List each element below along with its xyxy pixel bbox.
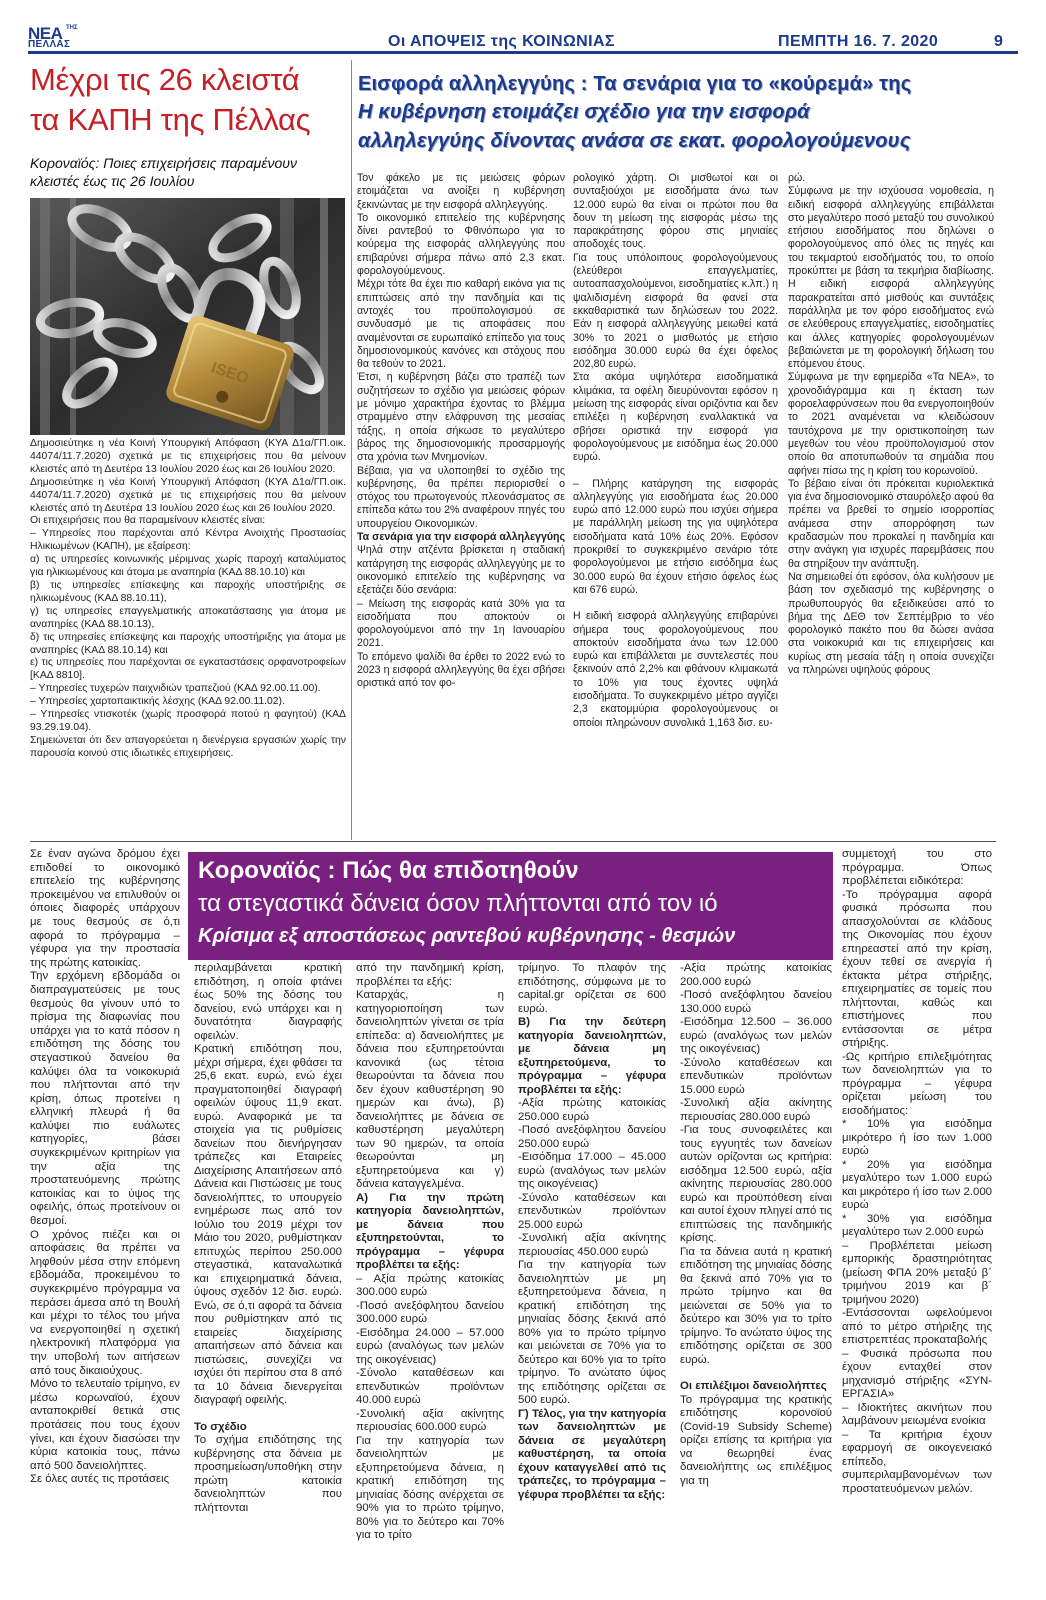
article2-paragraph: Σύμφωνα με την εφημερίδα «Τα ΝΕΑ», το χρονοδιάγραμμα και η έκταση των φοροελαφρύνσεων που θα ενεργοποιηθούν το 2021 αναμένεται να κλειδώσουν ταυτόχρονα με την οριστικοποίηση των μεγεθών του νέου προϋπολογισμού στον οποίο θα αποτυπωθούν τα σημάδια που αφήνει πίσω της η κρίση του κορωνοϊού. xyxy=(788,371,994,477)
article2-paragraph: Μέχρι τότε θα έχει πιο καθαρή εικόνα για τις επιπτώσεις από την πανδημία και τις αντοχές του προϋπολογισμού σε συνδυασμό με τις αποφάσεις που αναμένονται σε ευρωπαϊκό επίπεδο για τους δημοσιονομικούς κανόνες και στόχους που θα τεθούν το 2021. xyxy=(357,278,565,371)
article2-paragraph: Σύμφωνα με την ισχύουσα νομοθεσία, η ειδική εισφορά αλληλεγγύης επιβάλλεται στο μεγαλύτερο ποσό μεταξύ του συνολικού ετήσιου εισοδήματος που δηλώνει ο φορολογούμενος από όλες τις πηγές και του τεκμαρτού εισοδήματός του, το οποίο προκύπτει με βάση τα τεκμήρια διαβίωσης. Η ειδική εισφορά αλληλεγγύης παρακρατείται από μισθούς και συντάξεις παράλληλα με τον φόρο εισοδήματος ενώ σε ελεύθερους επαγγελματίες, εισοδηματίες και άλλες κατηγορίες φορολογουμένων βεβαιώνεται με τη φορολογική δήλωση του επόμενου έτους. xyxy=(788,185,994,371)
article3-banner-line3: Κρίσιμα εξ αποστάσεως ραντεβού κυβέρνησης - θεσμών xyxy=(198,925,736,947)
page-number: 9 xyxy=(994,33,1003,50)
article2-paragraph: Το οικονομικό επιτελείο της κυβέρνησης δίνει ραντεβού το Φθινόπωρο για το κούρεμα της εισφοράς αλληλεγγύης που επιβαρύνει σήμερα πάνω από 2,3 εκατ. φορολογούμενους. xyxy=(357,211,565,278)
article3-list-item: -Εισόδημα 12.500 – 36.000 ευρώ (αναλόγως των μελών της οικογένειας) xyxy=(680,1016,832,1055)
article3-paragraph: – Προβλέπεται μείωση εμπορικής δραστηριότητας (μείωση ΦΠΑ 20% μεταξύ β΄ τριμήνου 2019 και β΄ τριμήνου 2020) xyxy=(842,1239,992,1306)
article3-paragraph: Για την κατηγορία των δανειοληπτών με εξυπηρετούμενα δάνεια, η κρατική επιδότηση της μηνιαίας δόσης ανέρχεται σε 90% για το πρώτο τρίμηνο, 80% για το δεύτερο και 70% για το τρίτο xyxy=(356,1434,504,1541)
article3-right-column xyxy=(842,848,992,1496)
article2-headline-line1: Εισφορά αλληλεγγύης : Τα σενάρια για το «κούρεμά» της xyxy=(358,73,912,95)
article1-body xyxy=(30,438,346,761)
padlock-illustration xyxy=(30,198,345,435)
article3-list-item: -Συνολική αξία ακίνητης περιουσίας 280.000 ευρώ xyxy=(680,1097,832,1123)
article1-paragraph: – Υπηρεσίες ντισκοτέκ (χωρίς προσφορά ποτού η φαγητού) (ΚΑΔ 93.29.19.04). xyxy=(30,709,346,733)
article3-column-1 xyxy=(194,962,342,1515)
article2-paragraph: Ψηλά στην ατζέντα βρίσκεται η σταδιακή κατάργηση της εισφοράς αλληλεγγύης με το οικονομικό επιτελείο της κυβέρνησης να εξετάζει δύο σενάρια: xyxy=(357,544,565,597)
article3-paragraph: – Ιδιοκτήτες ακινήτων που λαμβάνουν μειωμένα ενοίκια xyxy=(842,1401,992,1427)
padlock-photo xyxy=(30,198,345,435)
article2-headline-line2: Η κυβέρνηση ετοιμάζει σχέδιο για την εισφορά xyxy=(358,101,810,123)
article1-paragraph: – Υπηρεσίες χαρτοπαικτικής λέσχης (ΚΑΔ 92.00.11.02). xyxy=(30,696,285,708)
article1-title-line2: τα ΚΑΠΗ της Πέλλας xyxy=(30,102,311,137)
article3-subhead: Γ) Τέλος, για την κατηγορία των δανειοληπτών με δάνεια σε μεγαλύτερη καθυστέρηση, τα οποία έχουν καταγγελθεί από τις τράπεζες, το πρόγραμμα – γέφυρα προβλέπει τα εξής: xyxy=(518,1407,666,1501)
article3-list-item: -Ποσό ανεξόφλητου δανείου 130.000 ευρώ xyxy=(680,989,832,1015)
article3-paragraph: Το σχήμα επιδότησης της κυβέρνησης στα δάνεια με προσημείωση/υποθήκη στην πρώτη κατοικία δανειοληπτών που πλήττονται xyxy=(194,1434,342,1514)
article3-list-item: -Σύνολο καταθέσεων και επενδυτικών προϊόντων 40.000 ευρώ xyxy=(356,1367,504,1406)
article3-list-item: -Συνολική αξία ακίνητης περιουσίας 600.000 ευρώ xyxy=(356,1407,504,1433)
article3-list-item: * 20% για εισόδημα μεγαλύτερο των 1.000 ευρώ και μικρότερο ή ίσο των 2.000 ευρώ xyxy=(842,1158,992,1211)
article2-paragraph: Τον φάκελο με τις μειώσεις φόρων ετοιμάζεται να ανοίξει η κυβέρνηση ξεκινώντας με την εισφορά αλληλεγγύης. xyxy=(357,172,565,211)
article3-paragraph: – Τα κριτήρια έχουν εφαρμογή σε οικογενειακό επίπεδο, συμπεριλαμβανομένων των προστατευόμενων μελών. xyxy=(842,1428,992,1495)
article2-paragraph: Το βέβαιο είναι ότι πρόκειται κυριολεκτικά για ένα δημοσιονομικό σταυρόλεξο αφού θα πρέπει να βρεθεί το σημείο ισορροπίας ανάμεσα στην απορρόφηση των κραδασμών που προκαλεί η πανδημία και στην ανάγκη για ισχυρές παρεμβάσεις που θα στηρίξουν την ανάπτυξη. xyxy=(788,477,994,570)
section-divider xyxy=(30,841,996,842)
logo-line1: ΝΕΑ xyxy=(28,24,63,43)
logo-line2: ΠΕΛΛΑΣ xyxy=(28,39,71,50)
article1-paragraph: Δημοσιεύτηκε η νέα Κοινή Υπουργική Απόφαση (ΚΥΑ Δ1α/ΓΠ.οικ. 44074/11.7.2020) σχετικά με τις επιχειρήσεις που θα μείνουν κλειστές από τη Δευτέρα 13 Ιουλίου 2020 έως και 26 Ιουλίου 2020. xyxy=(30,438,346,475)
article3-paragraph: τρίμηνο. Το πλαφόν της επιδότησης, σύμφωνα με το capital.gr ορίζεται σε 600 ευρώ. xyxy=(518,962,666,1015)
article3-banner xyxy=(188,852,833,960)
article3-list-item: -Αξία πρώτης κατοικίας 250.000 ευρώ xyxy=(518,1097,666,1123)
article3-paragraph: Για την κατηγορία των δανειοληπτών με μη εξυπηρετούμενα δάνεια, η κρατική επιδότηση της μηνιαίας δόσης ξεκινά από 80% για το πρώτο τρίμηνο και μειώνεται σε 70% για το δεύτερο και 60% για το τρίτο τρίμηνο. Το ανώτατο ύψος της επιδότησης ορίζεται σε 500 ευρώ. xyxy=(518,1259,666,1406)
article2-paragraph: Για τους υπόλοιπους φορολογούμενους (ελεύθεροι επαγγελματίες, αυτοαπασχολούμενοι, εισοδηματίες κ.λπ.) η ψαλιδισμένη εισφορά θα φανεί στα εκκαθαριστικά των δηλώσεων του 2022. Εάν η εισφορά αλληλεγγύης μειωθεί κατά 30% το 2021 ο μισθωτός με ετήσιο εισόδημα 30.000 ευρώ θα έχει όφελος 202,80 ευρώ. xyxy=(573,251,778,371)
article3-paragraph: Το πρόγραμμα της κρατικής επιδότησης κορονοϊού (Covid-19 Subsidy Scheme) ορίζει επίσης τα κριτήρια για να θεωρηθεί ένας δανειολήπτης ως επιλέξιμος για τη xyxy=(680,1393,832,1487)
article3-paragraph: Κρατική επιδότηση που, μέχρι σήμερα, έχει φθάσει τα 25,6 εκατ. ευρώ, ενώ έχει πραγματοποιηθεί διαγραφή οφειλών ύψους 11,9 εκατ. ευρώ. Αναφορικά με τα στοιχεία για τις ρυθμίσεις δανείων που διενήργησαν τράπεζες και Εταιρείες Διαχείρισης Απαιτήσεων από Δάνεια και Πιστώσεις με τους δανειολήπτες, το υπουργείο ενημέρωσε πως από τον Ιούλιο του 2019 μέχρι τον Μάιο του 2020, ρυθμίστηκαν επιτυχώς περίπου 250.000 στεγαστικά, καταναλωτικά και επιχειρηματικά δάνεια, ύψους σχεδόν 12 δισ. ευρώ. Ενώ, σε ό,τι αφορά τα δάνεια που ρυθμίστηκαν από τις εταιρείες διαχείρισης απαιτήσεων από δάνεια και πιστώσεις, συνεχίζει να ισχύει ότι περίπου στα 8 από τα 10 δάνεια διενεργείται διαγραφή οφειλής. xyxy=(194,1043,342,1406)
article2-paragraph: Βέβαια, για να υλοποιηθεί το σχέδιο της κυβέρνησης, θα πρέπει περιορισθεί ο στόχος του πρωτογενούς πλεονάσματος σε επίπεδα κάτω του 2% αναφέρουν πηγές του υπουργείου Οικονομικών. xyxy=(357,464,565,530)
article3-list-item: -Συνολική αξία ακίνητης περιουσίας 450.000 ευρώ xyxy=(518,1232,666,1258)
issue-date: ΠΕΜΠΤΗ 16. 7. 2020 xyxy=(778,33,939,50)
article3-paragraph: Σε έναν αγώνα δρόμου έχει επιδοθεί το οικονομικό επιτελείο της κυβέρνησης προκειμένου να επιλυθούν οι όποιες διαφορές υπάρχουν με τους θεσμούς σε ό,τι αφορά το πρόγραμμα – γέφυρα για την προστασία της πρώτης κατοικίας. xyxy=(30,848,180,969)
article2-paragraph: Το επόμενο ψαλίδι θα έρθει το 2022 ενώ το 2023 η εισφορά αλληλεγγύης θα έχει σβήσει οριστικά από τον φο- xyxy=(357,650,565,690)
article3-column-2 xyxy=(356,962,504,1543)
article3-list-item: * 30% για εισόδημα μεγαλύτερο των 2.000 ευρώ xyxy=(842,1212,992,1238)
article1-paragraph: Οι επιχειρήσεις που θα παραμείνουν κλειστές είναι: xyxy=(30,515,266,527)
padlock-brand: ISEO xyxy=(209,359,251,388)
article3-list-item: -Ποσό ανεξόφλητου δανείου 250.000 ευρώ xyxy=(518,1124,666,1150)
article3-paragraph: περιλαμβάνεται κρατική επιδότηση, η οποία φτάνει έως 50% της δόσης του δανείου, ενώ υπάρχει και η δυνατότητα διαγραφής οφειλών. xyxy=(194,962,342,1042)
article3-paragraph: Καταρχάς, η κατηγοριοποίηση των δανειοληπτών γίνεται σε τρία επίπεδα: α) δανειολήπτες με δάνεια που εξυπηρετούνται κανονικά (ως τέτοια θεωρούνται τα δάνεια που δεν έχουν καθυστέρηση 90 ημερών και άνω), β) δανειολήπτες με δάνεια σε καθυστέρηση μεγαλύτερη των 90 ημερών, τα οποία θεωρούνται μη εξυπηρετούμενα και γ) δάνεια καταγγελμένα. xyxy=(356,989,504,1190)
newspaper-logo xyxy=(28,24,84,52)
article3-paragraph: Σε όλες αυτές τις προτάσεις xyxy=(30,1473,170,1486)
article1-paragraph: Σημειώνεται ότι δεν απαγορεύεται η διενέργεια εργασιών χωρίς την παρουσία κοινού στις ιδιωτικές επιχειρήσεις. xyxy=(30,734,346,759)
article3-list-item: -Σύνολο καταθέσεων και επενδυτικών προϊόντων 15.000 ευρώ xyxy=(680,1056,832,1096)
article3-list-item: – Αξία πρώτης κατοικίας 300.000 ευρώ xyxy=(356,1272,504,1298)
article2-paragraph: Έτσι, η κυβέρνηση βάζει στο τραπέζι των συζητήσεων το σχέδιο για μειώσεις φόρων με μόνιμο χαρακτήρα έχοντας το βλέμμα στραμμένο στην ελάφρυνση της μεσαίας τάξης, η οποία σήκωσε το μεγαλύτερο βάρος της δημοσιονομικής προσαρμογής στα χρόνια των Μνημονίων. xyxy=(357,371,565,464)
article3-list-item: -Σύνολο καταθέσεων και επενδυτικών προϊόντων 25.000 ευρώ xyxy=(518,1191,666,1231)
section-title: Οι ΑΠΟΨΕΙΣ της ΚΟΙΝΩΝΙΑΣ xyxy=(388,33,615,50)
article3-paragraph: -Το πρόγραμμα αφορά φυσικά πρόσωπα που απασχολούνται σε κλάδους της Οικονομίας που έχουν επηρεαστεί από την κρίση, έχουν τεθεί σε ανεργία ή έκτακτα μέτρα στήριξης, επιχειρηματίες σε τομείς που πλήττονται, καθώς και επιστήμονες που εντάσσονται σε μέτρα στήριξης. xyxy=(842,888,992,1049)
article3-paragraph: από την πανδημική κρίση, προβλέπει τα εξής: xyxy=(356,962,504,988)
article1-subtitle: Κοροναϊός: Ποιες επιχειρήσεις παραμένουν κλειστές έως τις 26 Ιουλίου xyxy=(30,155,297,189)
article1-paragraph: Δημοσιεύτηκε η νέα Κοινή Υπουργική Απόφαση (ΚΥΑ Δ1α/ΓΠ.οικ. 44074/11.7.2020) σχετικά με τις επιχειρήσεις που θα μείνουν κλειστές από τη Δευτέρα 13 Ιουλίου 2020 έως και 26 Ιουλίου 2020. xyxy=(30,476,346,514)
article3-list-item: -Αξία πρώτης κατοικίας 200.000 ευρώ xyxy=(680,962,832,988)
article3-paragraph: Για τα δάνεια αυτά η κρατική επιδότηση της μηνιαίας δόσης θα ξεκινά από 70% για το πρώτο τρίμηνο και θα μειώνεται σε 50% για το δεύτερο και 30% για το τρίτο τρίμηνο. Το ανώτατο ύψος της επιδότησης ορίζεται σε 300 ευρώ. xyxy=(680,1245,832,1366)
article1-paragraph: β) τις υπηρεσίες επίσκεψης και παροχής υποστήριξης σε ηλικιωμένους (ΚΑΔ 88.10.11), xyxy=(30,579,346,604)
article1-paragraph: ε) τις υπηρεσίες που παρέχονται σε εγκαταστάσεις ορφανοτροφείων [ΚΑΔ 8810]. xyxy=(30,657,346,682)
article3-paragraph: -Εντάσσονται ωφελούμενοι από το μέτρο στήριξης της επιστρεπτέας προκαταβολής xyxy=(842,1307,992,1346)
article2-subhead: Τα σενάρια για την εισφορά αλληλεγγύης xyxy=(357,531,565,544)
article3-list-item: -Εισόδημα 17.000 – 45.000 ευρώ (αναλόγως των μελών της οικογένειας) xyxy=(518,1151,666,1190)
masthead xyxy=(28,24,1018,54)
article3-paragraph: – Φυσικά πρόσωπα που έχουν ενταχθεί στον μηχανισμό στήριξης «ΣΥΝ-ΕΡΓΑΣΙΑ» xyxy=(842,1347,992,1400)
article2-headline-line3: αλληλεγγύης δίνοντας ανάσα σε εκατ. φορολογούμενους xyxy=(358,130,911,152)
article3-subhead: Α) Για την πρώτη κατηγορία δανειοληπτών, με δάνεια που εξυπηρετούνται, το πρόγραμμα – γέφυρα προβλέπει τα εξής: xyxy=(356,1191,504,1271)
article3-list-item: -Για τους συνοφειλέτες και τους εγγυητές των δανείων αυτών ορίζονται ως κριτήρια: εισόδημα 12.500 ευρώ, αξία ακίνητης περιουσίας 280.000 ευρώ και προϋπόθεση είναι και αυτοί έχουν πληγεί από τις επιπτώσεις της πανδημικής κρίσης. xyxy=(680,1124,833,1244)
article1-title-line1: Μέχρι τις 26 κλειστά xyxy=(30,62,300,97)
article3-paragraph: Μόνο το τελευταίο τρίμηνο, εν μέσω κορωναϊού, έχουν ανταποκριθεί θετικά στις προτάσεις που τους έχουν γίνει, και έχουν διασώσει την κύρια κατοικία τους, πάνω από 500 δανειολήπτες. xyxy=(30,1378,180,1472)
logo-small: ΤΗΣ xyxy=(66,25,78,31)
article3-paragraph: Ο χρόνος πιέζει και οι αποφάσεις θα πρέπει να ληφθούν μέσα στην επόμενη εβδομάδα, προκειμένου το συγκεκριμένο πρόγραμμα να περάσει άμεσα από τη Βουλή και μέχρι το τέλος του μήνα να ενεργοποιηθεί η σχετική ηλεκτρονική πλατφόρμα για την υποβολή των αιτήσεων από τους δικαιούχους. xyxy=(30,1228,180,1377)
article1-title xyxy=(30,60,348,140)
article2-column-3 xyxy=(788,172,994,677)
article2-paragraph: Η ειδική εισφορά αλληλεγγύης επιβαρύνει σήμερα τους φορολογούμενους που αποκτούν εισοδήματα άνω των 12.000 ευρώ και επιβάλλεται με συντελεστές που ξεκινούν από 2,2% και φθάνουν κλιμακωτά το 10% για τους έχοντες υψηλά εισοδήματα. Το συγκεκριμένο μέτρο αγγίζει 2,3 εκατομμύρια φορολογούμενους οι οποίοι πληρώνουν συνολικά 1,163 δισ. ευ- xyxy=(573,610,778,729)
article3-banner-line1: Κοροναϊός : Πώς θα επιδοτηθούν xyxy=(198,857,579,884)
article1-paragraph: γ) τις υπηρεσίες επαγγελματικής αποκατάστασης για άτομα με αναπηρίες (ΚΑΔ 88.10.13), xyxy=(30,605,346,630)
article1-paragraph: δ) τις υπηρεσίες επίσκεψης και παροχής υποστήριξης για άτομα με αναπηρίες (ΚΑΔ 88.10.14) και xyxy=(30,631,346,656)
article3-column-4 xyxy=(680,962,832,1488)
article1-paragraph: – Υπηρεσίες τυχερών παιχνιδιών τραπεζιού (ΚΑΔ 92.00.11.00). xyxy=(30,683,321,695)
article2-paragraph: ρώ. xyxy=(788,172,806,184)
article2-headline xyxy=(358,70,998,156)
article3-list-item: * 10% για εισόδημα μικρότερο ή ίσο των 1.000 ευρώ xyxy=(842,1118,992,1157)
article2-paragraph: ρολογικό χάρτη. Οι μισθωτοί και οι συνταξιούχοι με εισοδήματα άνω των 12.000 ευρώ θα είναι οι πρώτοι που θα δουν τη μείωση της εισφοράς μέσω της παρακράτησης φόρου στις μηνιαίες αποδοχές τους. xyxy=(573,172,778,251)
column-divider xyxy=(351,60,352,840)
article2-column-1 xyxy=(357,172,565,691)
article3-paragraph: -Ως κριτήριο επιλεξιμότητας των δανειοληπτών για το πρόγραμμα – γέφυρα ορίζεται μείωση του εισοδήματος: xyxy=(842,1050,992,1117)
article3-list-item: -Εισόδημα 24.000 – 57.000 ευρώ (αναλόγως των μελών της οικογένειας) xyxy=(356,1326,504,1366)
article2-paragraph: – Μείωση της εισφοράς κατά 30% για τα εισοδήματα που αποκτούν οι φορολογούμενοι από την 1η Ιανουαρίου 2021. xyxy=(357,597,565,650)
article3-list-item: -Ποσό ανεξόφλητου δανείου 300.000 ευρώ xyxy=(356,1299,504,1325)
article3-paragraph: Την ερχόμενη εβδομάδα οι διαπραγματεύσεις με τους θεσμούς θα γίνουν υπό το πρίσμα της διαφωνίας που υπάρχει για το κατά πόσον η επιδότηση της δόσης του στεγαστικού δανείου θα καλύψει όλα τα νοικοκυριά που πλήττονται από την κρίση, όπως προτείνει η ελληνική πλευρά ή θα καλύψει πιο ευάλωτες κατηγορίες, βάσει συγκεκριμένων κριτηρίων για την αξία της προστατευόμενης πρώτης κατοικίας και το ύψος της οφειλής, όπως προτείνουν οι θεσμοί. xyxy=(30,970,180,1228)
article3-subhead: Οι επιλέξιμοι δανειολήπτες xyxy=(680,1380,827,1392)
article3-subhead: Β) Για την δεύτερη κατηγορία δανειοληπτών, με δάνεια μη εξυπηρετούμενα, το πρόγραμμα – γέφυρα προβλέπει τα εξής: xyxy=(518,1016,666,1096)
article3-column-3 xyxy=(518,962,666,1502)
article3-paragraph: συμμετοχή του στο πρόγραμμα. Όπως προβλέπεται ειδικότερα: xyxy=(842,848,992,887)
article2-paragraph: Να σημειωθεί ότι εφόσον, όλα κυλήσουν με βάση τον σχεδιασμό της κυβέρνησης ο πρωθυπουργός θα εξειδικεύσει από το βήμα της ΔΕΘ τον Σεπτέμβριο το νέο φορολογικό πακέτο που θα δώσει ανάσα στα νοικοκυριά και τις επιχειρήσεις και κυρίως στη μεσαία τάξη η οποία συνεχίζει να πληρώνει υψηλούς φόρους xyxy=(788,570,994,676)
article3-subhead: Το σχέδιο xyxy=(194,1420,247,1433)
article3-left-column xyxy=(30,848,180,1487)
article2-paragraph: Στα ακόμα υψηλότερα εισοδηματικά κλιμάκια, τα οφέλη διευρύνονται εφόσον η μείωση της εισφοράς είναι οριζόντια και δεν επιλέξει η κυβέρνηση εναλλακτικά να σβήσει οριστικά την εισφορά για φορολογούμενους με εισόδημα έως 20.000 ευρώ. xyxy=(573,371,778,464)
article3-banner-line2: τα στεγαστικά δάνεια όσον πλήττονται από τον ιό xyxy=(198,890,718,917)
article2-column-2 xyxy=(573,172,778,730)
article1-paragraph: – Υπηρεσίες που παρέχονται από Κέντρα Ανοιχτής Προστασίας Ηλικιωμένων (ΚΑΠΗ), με εξαίρεση: xyxy=(30,528,346,553)
article2-paragraph: – Πλήρης κατάργηση της εισφοράς αλληλεγγύης για εισοδήματα έως 20.000 ευρώ από 12.000 ευρώ που ισχύει σήμερα με παράλληλη μείωση της για υψηλότερα εισοδήματα κατά 10% έως 20%. Εφόσον προκριθεί το συγκεκριμένο σενάριο τότε φορολογούμενοι με ετήσιο εισόδημα έως 30.000 ευρώ θα έχουν ετήσιο όφελος έως και 676 ευρώ. xyxy=(573,477,778,596)
article1-paragraph: α) τις υπηρεσίες κοινωνικής μέριμνας χωρίς παροχή καταλύματος για ηλικιωμένους και άτομα με αναπηρία (ΚΑΔ 88.10.10) και xyxy=(30,554,346,579)
